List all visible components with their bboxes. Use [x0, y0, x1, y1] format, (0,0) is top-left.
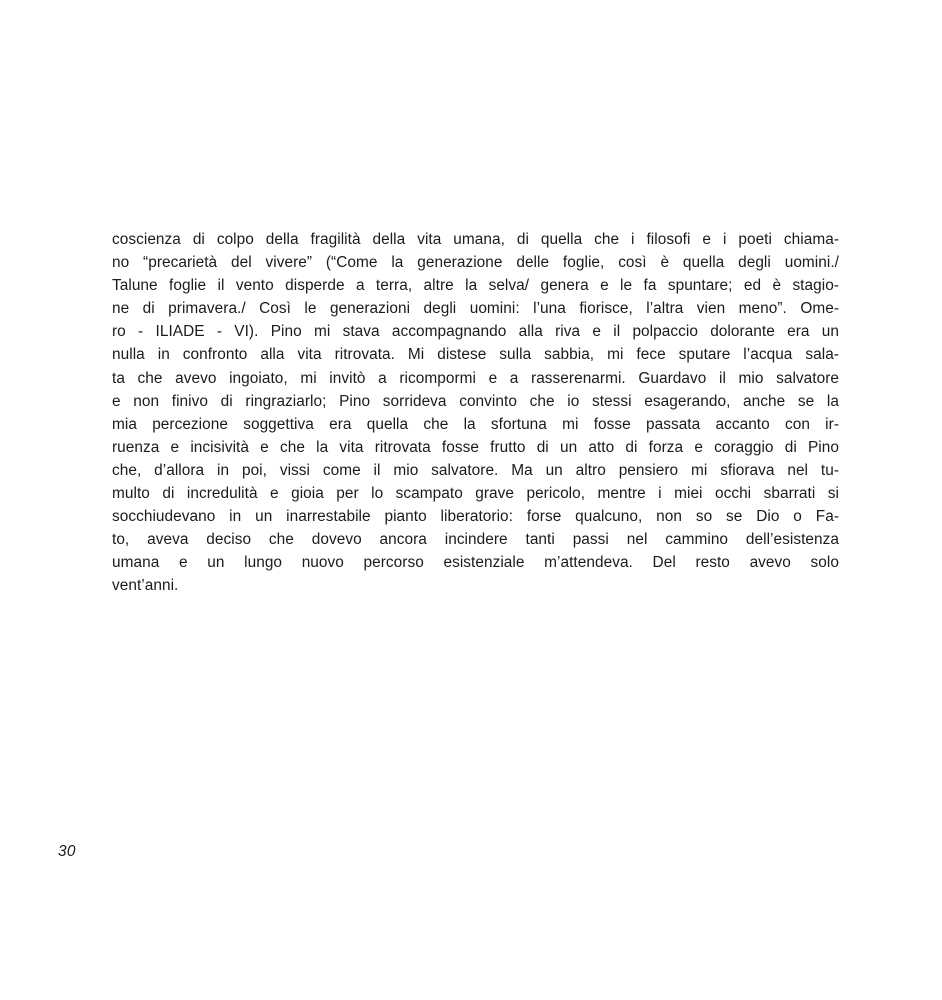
text-line: multo di incredulità e gioia per lo scampato grave pericolo, mentre i miei occhi sbarrati si: [112, 485, 839, 503]
text-line: coscienza di colpo della fragilità della vita umana, di quella che i filosofi e i poeti chiama-: [112, 231, 839, 248]
text-line: ruenza e incisività e che la vita ritrovata fosse frutto di un atto di forza e coraggio di Pino: [112, 438, 839, 456]
text-line: ta che avevo ingoiato, mi invitò a ricompormi e a rasserenarmi. Guardavo il mio salvatore: [112, 369, 839, 387]
text-line: mia percezione soggettiva era quella che la sfortuna mi fosse passata accanto con ir-: [112, 415, 839, 433]
text-line: che, d’allora in poi, vissi come il mio salvatore. Ma un altro pensiero mi sfiorava nel tu-: [112, 461, 839, 479]
text-line: ro - ILIADE - VI). Pino mi stava accompagnando alla riva e il polpaccio dolorante era un: [112, 323, 839, 341]
text-line: umana e un lungo nuovo percorso esistenziale m’attendeva. Del resto avevo solo: [112, 554, 839, 572]
page-number: 30: [58, 843, 76, 860]
text-line: to, aveva deciso che dovevo ancora incindere tanti passi nel cammino dell’esistenza: [112, 531, 839, 549]
body-text: [112, 228, 839, 598]
text-line: e non finivo di ringraziarlo; Pino sorrideva convinto che io stessi esagerando, anche se la: [112, 392, 839, 410]
text-line: ne di primavera./ Così le generazioni degli uomini: l’una fiorisce, l’altra vien meno”. Ome-: [112, 300, 839, 318]
text-line: Talune foglie il vento disperde a terra, altre la selva/ genera e le fa spuntare; ed è stagio-: [112, 277, 839, 295]
text-line: no “precarietà del vivere” (“Come la generazione delle foglie, così è quella degli uomini./: [112, 254, 839, 272]
text-line: socchiudevano in un inarrestabile pianto liberatorio: forse qualcuno, non so se Dio o Fa-: [112, 508, 839, 526]
text-line: vent’anni.: [112, 577, 179, 595]
text-line: nulla in confronto alla vita ritrovata. Mi distese sulla sabbia, mi fece sputare l’acqua sala-: [112, 346, 839, 364]
